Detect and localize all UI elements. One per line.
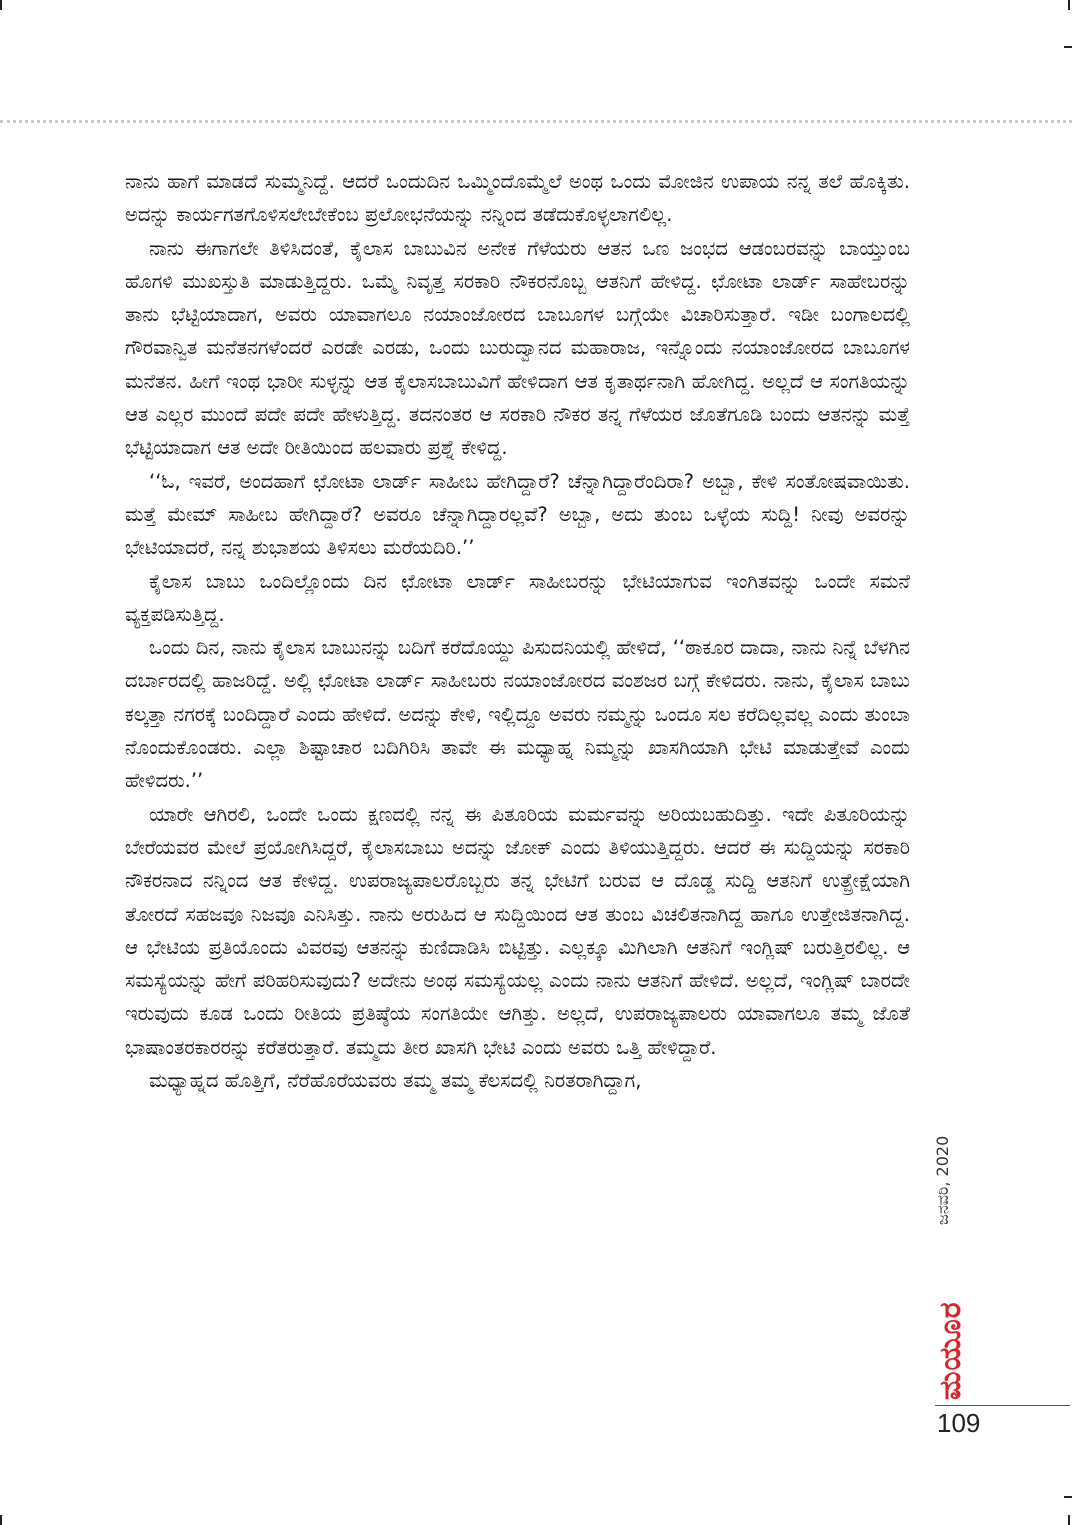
page-number: 109	[937, 1408, 981, 1438]
crop-mark-bottom-right	[1068, 1515, 1070, 1525]
dotted-header-divider	[0, 120, 1072, 123]
paragraph: ಕೈಲಾಸ ಬಾಬು ಒಂದಿಲ್ಲೊಂದು ದಿನ ಛೋಟಾ ಲಾರ್ಡ್ ಸಾಹೀಬರನ್ನು ಭೇಟಿಯಾಗುವ ಇಂಗಿತವನ್ನು ಒಂದೇ ಸಮನೆ ವ್ಯಕ್ತಪಡಿಸುತ್ತಿದ್ದ.	[125, 569, 910, 626]
page-number-rule	[935, 1405, 1070, 1406]
paragraph: ನಾನು ಹಾಗೆ ಮಾಡದೆ ಸುಮ್ಮನಿದ್ದೆ. ಆದರೆ ಒಂದುದಿನ ಒಮ್ಮಿಂದೊಮ್ಮೆಲೆ ಅಂಥ ಒಂದು ಮೋಜಿನ ಉಪಾಯ ನನ್ನ ತಲೆ ಹೊಕ್ಕಿತು. ಅದನ್ನು ಕಾರ್ಯಗತಗೊಳಿಸಲೇಬೇಕೆಂಬ ಪ್ರಲೋಭನೆಯನ್ನು ನನ್ನಿಂದ ತಡೆದುಕೊಳ್ಳಲಾಗಲಿಲ್ಲ.	[125, 170, 910, 227]
crop-mark-right-upper	[1064, 46, 1072, 48]
paragraph: ಒಂದು ದಿನ, ನಾನು ಕೈಲಾಸ ಬಾಬುನನ್ನು ಬದಿಗೆ ಕರೆದೊಯ್ದು ಪಿಸುದನಿಯಲ್ಲಿ ಹೇಳಿದೆ, ‘‘ಠಾಕೂರ ದಾದಾ, ನಾನು ನಿನ್ನೆ ಬೆಳಗಿನ ದರ್ಬಾರದಲ್ಲಿ ಹಾಜರಿದ್ದೆ. ಅಲ್ಲಿ ಛೋಟಾ ಲಾರ್ಡ್ ಸಾಹೀಬರು ನಯಾಂಜೋರದ ವಂಶಜರ ಬಗ್ಗೆ ಕೇಳಿದರು. ನಾನು, ಕೈಲಾಸ ಬಾಬು ಕಲ್ಕತ್ತಾ ನಗರಕ್ಕೆ ಬಂದಿದ್ದಾರೆ ಎಂದು ಹೇಳಿದೆ. ಅದನ್ನು ಕೇಳಿ, ಇಲ್ಲಿದ್ದೂ ಅವರು ನಮ್ಮನ್ನು ಒಂದೂ ಸಲ ಕರೆದಿಲ್ಲವಲ್ಲ ಎಂದು ತುಂಬಾ ನೊಂದುಕೊಂಡರು. ಎಲ್ಲಾ ಶಿಷ್ಟಾಚಾರ ಬದಿಗಿರಿಸಿ ತಾವೇ ಈ ಮಧ್ಯಾಹ್ನ ನಿಮ್ಮನ್ನು ಖಾಸಗಿಯಾಗಿ ಭೇಟಿ ಮಾಡುತ್ತೇವೆ ಎಂದು ಹೇಳಿದರು.’’	[125, 636, 910, 793]
magazine-logo: ಮಯೂರ	[933, 1301, 968, 1400]
paragraph: ಯಾರೇ ಆಗಿರಲಿ, ಒಂದೇ ಒಂದು ಕ್ಷಣದಲ್ಲಿ ನನ್ನ ಈ ಪಿತೂರಿಯ ಮರ್ಮವನ್ನು ಅರಿಯಬಹುದಿತ್ತು. ಇದೇ ಪಿತೂರಿಯನ್ನು ಬೇರೆಯವರ ಮೇಲೆ ಪ್ರಯೋಗಿಸಿದ್ದರೆ, ಕೈಲಾಸಬಾಬು ಅದನ್ನು ಜೋಕ್ ಎಂದು ತಿಳಿಯುತ್ತಿದ್ದರು. ಆದರೆ ಈ ಸುದ್ದಿಯನ್ನು ಸರಕಾರಿ ನೌಕರನಾದ ನನ್ನಿಂದ ಆತ ಕೇಳಿದ್ದ. ಉಪರಾಜ್ಯಪಾಲರೊಬ್ಬರು ತನ್ನ ಭೇಟಿಗೆ ಬರುವ ಆ ದೊಡ್ಡ ಸುದ್ದಿ ಆತನಿಗೆ ಉತ್ಪ್ರೇಕ್ಷೆಯಾಗಿ ತೋರದೆ ಸಹಜವೂ ನಿಜವೂ ಎನಿಸಿತ್ತು. ನಾನು ಅರುಹಿದ ಆ ಸುದ್ದಿಯಿಂದ ಆತ ತುಂಬ ವಿಚಲಿತನಾಗಿದ್ದ ಹಾಗೂ ಉತ್ತೇಜಿತನಾಗಿದ್ದ. ಆ ಭೇಟಿಯ ಪ್ರತಿಯೊಂದು ವಿವರವು ಆತನನ್ನು ಕುಣಿದಾಡಿಸಿ ಬಿಟ್ಟಿತ್ತು. ಎಲ್ಲಕ್ಕೂ ಮಿಗಿಲಾಗಿ ಆತನಿಗೆ ಇಂಗ್ಲಿಷ್ ಬರುತ್ತಿರಲಿಲ್ಲ. ಆ ಸಮಸ್ಯೆಯನ್ನು ಹೇಗೆ ಪರಿಹರಿಸುವುದು? ಅದೇನು ಅಂಥ ಸಮಸ್ಯೆಯಲ್ಲ ಎಂದು ನಾನು ಆತನಿಗೆ ಹೇಳಿದೆ. ಅಲ್ಲದೆ, ಇಂಗ್ಲಿಷ್ ಬಾರದೇ ಇರುವುದು ಕೂಡ ಒಂದು ರೀತಿಯ ಪ್ರತಿಷ್ಠೆಯ ಸಂಗತಿಯೇ ಆಗಿತ್ತು. ಅಲ್ಲದೆ, ಉಪರಾಜ್ಯಪಾಲರು ಯಾವಾಗಲೂ ತಮ್ಮ ಜೊತೆ ಭಾಷಾಂತರಕಾರರನ್ನು ಕರೆತರುತ್ತಾರೆ. ತಮ್ಮದು ತೀರ ಖಾಸಗಿ ಭೇಟಿ ಎಂದು ಅವರು ಒತ್ತಿ ಹೇಳಿದ್ದಾರೆ.	[125, 802, 910, 1059]
paragraph: ‘‘ಓ, ಇವರೆ, ಅಂದಹಾಗೆ ಛೋಟಾ ಲಾರ್ಡ್ ಸಾಹೀಬ ಹೇಗಿದ್ದಾರೆ? ಚೆನ್ನಾಗಿದ್ದಾರೆಂದಿರಾ? ಅಬ್ಬಾ, ಕೇಳಿ ಸಂತೋಷವಾಯಿತು. ಮತ್ತೆ ಮೇಮ್ ಸಾಹೀಬ ಹೇಗಿದ್ದಾರೆ? ಅವರೂ ಚೆನ್ನಾಗಿದ್ದಾರಲ್ಲವೆ? ಅಬ್ಬಾ, ಅದು ತುಂಬ ಒಳ್ಳೆಯ ಸುದ್ದಿ! ನೀವು ಅವರನ್ನು ಭೇಟಿಯಾದರೆ, ನನ್ನ ಶುಭಾಶಯ ತಿಳಿಸಲು ಮರೆಯದಿರಿ.’’	[125, 469, 910, 560]
sidebar-masthead	[933, 1095, 983, 1415]
article-body	[125, 165, 910, 1097]
paragraph: ಮಧ್ಯಾಹ್ನದ ಹೊತ್ತಿಗೆ, ನೆರೆಹೊರೆಯವರು ತಮ್ಮ ತಮ್ಮ ಕೆಲಸದಲ್ಲಿ ನಿರತರಾಗಿದ್ದಾಗ,	[149, 1069, 642, 1093]
crop-mark-right-lower	[1064, 1496, 1072, 1498]
paragraph: ನಾನು ಈಗಾಗಲೇ ತಿಳಿಸಿದಂತೆ, ಕೈಲಾಸ ಬಾಬುವಿನ ಅನೇಕ ಗೆಳೆಯರು ಆತನ ಒಣ ಜಂಭದ ಆಡಂಬರವನ್ನು ಬಾಯ್ತುಂಬ ಹೊಗಳಿ ಮುಖಸ್ತುತಿ ಮಾಡುತ್ತಿದ್ದರು. ಒಮ್ಮೆ ನಿವೃತ್ತ ಸರಕಾರಿ ನೌಕರನೊಬ್ಬ ಆತನಿಗೆ ಹೇಳಿದ್ದ. ಛೋಟಾ ಲಾರ್ಡ್ ಸಾಹೇಬರನ್ನು ತಾನು ಭೆಟ್ಟಿಯಾದಾಗ, ಅವರು ಯಾವಾಗಲೂ ನಯಾಂಜೋರದ ಬಾಬೂಗಳ ಬಗ್ಗೆಯೇ ವಿಚಾರಿಸುತ್ತಾರೆ. ಇಡೀ ಬಂಗಾಲದಲ್ಲಿ ಗೌರವಾನ್ವಿತ ಮನೆತನಗಳೆಂದರೆ ಎರಡೇ ಎರಡು, ಒಂದು ಬುರುದ್ವಾನದ ಮಹಾರಾಜ, ಇನ್ನೊಂದು ನಯಾಂಜೋರದ ಬಾಬೂಗಳ ಮನೆತನ. ಹೀಗೆ ಇಂಥ ಭಾರೀ ಸುಳ್ಳನ್ನು ಆತ ಕೈಲಾಸಬಾಬುವಿಗೆ ಹೇಳಿದಾಗ ಆತ ಕೃತಾರ್ಥನಾಗಿ ಹೋಗಿದ್ದ. ಅಲ್ಲದೆ ಆ ಸಂಗತಿಯನ್ನು ಆತ ಎಲ್ಲರ ಮುಂದೆ ಪದೇ ಪದೇ ಹೇಳುತ್ತಿದ್ದ. ತದನಂತರ ಆ ಸರಕಾರಿ ನೌಕರ ತನ್ನ ಗೆಳೆಯರ ಜೊತೆಗೂಡಿ ಬಂದು ಆತನನ್ನು ಮತ್ತೆ ಭೆಟ್ಟಿಯಾದಾಗ ಆತ ಅದೇ ರೀತಿಯಿಂದ ಹಲವಾರು ಪ್ರಶ್ನೆ ಕೇಳಿದ್ದ.	[125, 236, 910, 460]
crop-mark-top-right	[1068, 0, 1070, 10]
crop-mark-bottom-left	[0, 1515, 2, 1525]
crop-mark-top-left	[0, 0, 2, 10]
issue-date: ಜನವರಿ, 2020	[933, 1135, 952, 1225]
